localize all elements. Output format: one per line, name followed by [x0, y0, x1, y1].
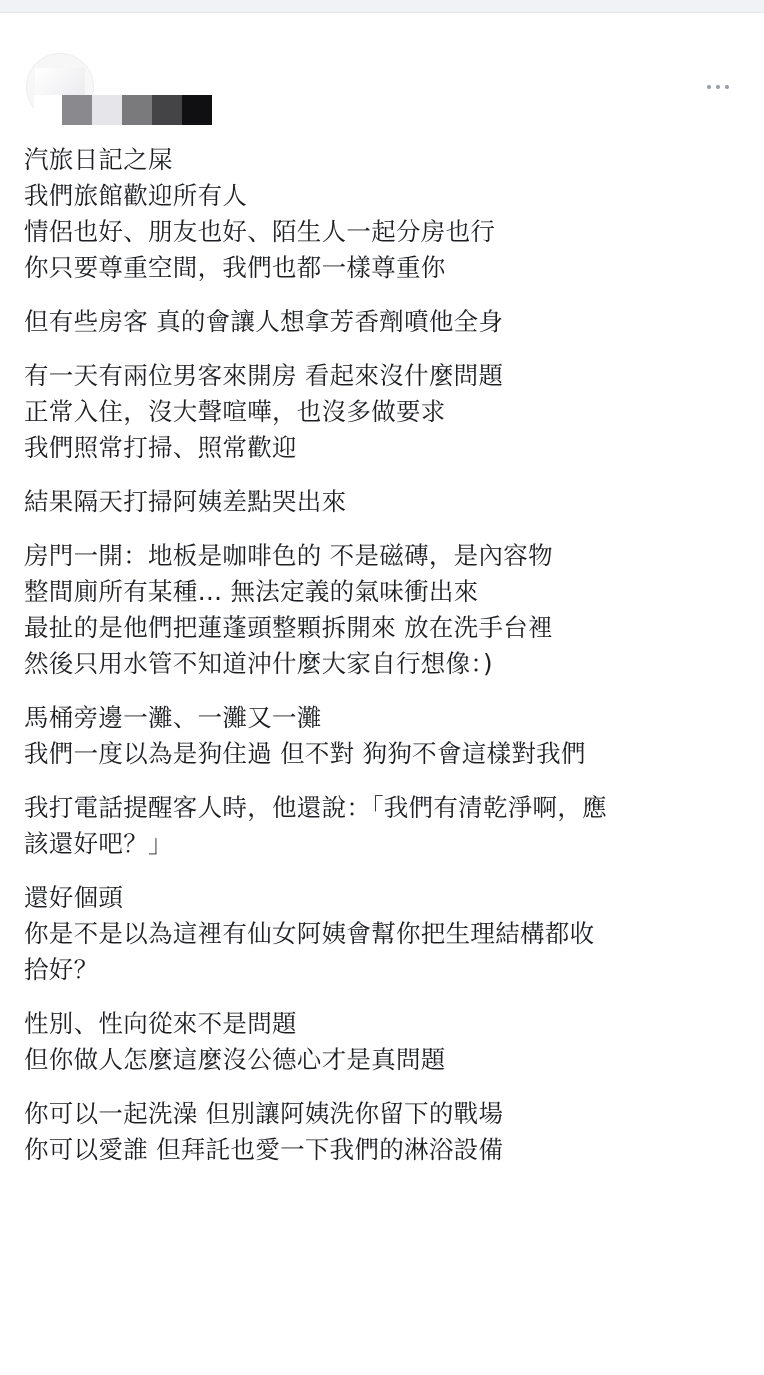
post-line: 但你做人怎麼這麼沒公德心才是真問題 — [24, 1045, 446, 1074]
post-line: 你可以一起洗澡 但別讓阿姨洗你留下的戰場 — [24, 1099, 504, 1128]
author-name-redacted[interactable] — [34, 95, 212, 125]
top-edge-divider — [0, 0, 764, 13]
mosaic-block — [62, 95, 92, 125]
more-horizontal-icon — [725, 85, 729, 89]
post-line: 我們一度以為是狗住過 但不對 狗狗不會這樣對我們 — [24, 739, 586, 768]
post-line: 正常入住，沒大聲喧嘩，也沒多做要求 — [24, 397, 446, 426]
post-paragraph — [24, 700, 740, 772]
post-line: 整間廁所有某種… 無法定義的氣味衝出來 — [24, 577, 479, 606]
post-line: 房門一開：地板是咖啡色的 不是磁磚，是內容物 — [24, 541, 553, 570]
post-line: 我們旅館歡迎所有人 — [24, 181, 248, 210]
more-horizontal-icon — [716, 85, 720, 89]
post-paragraph — [24, 304, 740, 340]
post-line: 你可以愛誰 但拜託也愛一下我們的淋浴設備 — [24, 1135, 504, 1164]
post-paragraph — [24, 538, 740, 682]
post-line: 情侶也好、朋友也好、陌生人一起分房也行 — [24, 217, 496, 246]
post-paragraph — [24, 880, 740, 988]
mosaic-block — [92, 95, 122, 125]
post-text — [24, 142, 740, 1186]
post-paragraph — [24, 358, 740, 466]
post-line: 拾好？ — [24, 955, 99, 984]
post-paragraph — [24, 1096, 740, 1168]
post-paragraph — [24, 142, 740, 286]
mosaic-block — [152, 95, 182, 125]
post-line: 我們照常打掃、照常歡迎 — [24, 433, 297, 462]
post-line: 我打電話提醒客人時，他還說：「我們有清乾淨啊，應 — [24, 793, 607, 822]
post-line: 最扯的是他們把蓮蓬頭整顆拆開來 放在洗手台裡 — [24, 613, 553, 642]
post-paragraph — [24, 790, 740, 862]
post-line: 你是不是以為這裡有仙女阿姨會幫你把生理結構都收 — [24, 919, 595, 948]
post-line: 結果隔天打掃阿姨差點哭出來 — [24, 487, 347, 516]
post-line: 汽旅日記之屎 — [24, 145, 173, 174]
more-horizontal-icon — [707, 85, 711, 89]
post-paragraph — [24, 1006, 740, 1078]
post-line: 然後只用水管不知道沖什麼大家自行想像：) — [24, 649, 493, 678]
mosaic-block — [182, 95, 212, 125]
post-line: 有一天有兩位男客來開房 看起來沒什麼問題 — [24, 361, 504, 390]
more-options-button[interactable] — [698, 75, 738, 99]
post-header — [0, 13, 764, 123]
post-line: 性別、性向從來不是問題 — [24, 1009, 297, 1038]
mosaic-block — [34, 95, 62, 125]
mosaic-block — [122, 95, 152, 125]
post-line: 馬桶旁邊一灘、一灘又一灘 — [24, 703, 322, 732]
post-paragraph — [24, 484, 740, 520]
post-line: 你只要尊重空間，我們也都一樣尊重你 — [24, 253, 446, 282]
post-line: 該還好吧？」 — [24, 829, 173, 858]
post-line: 還好個頭 — [24, 883, 124, 912]
post-line: 但有些房客 真的會讓人想拿芳香劑噴他全身 — [24, 307, 504, 336]
